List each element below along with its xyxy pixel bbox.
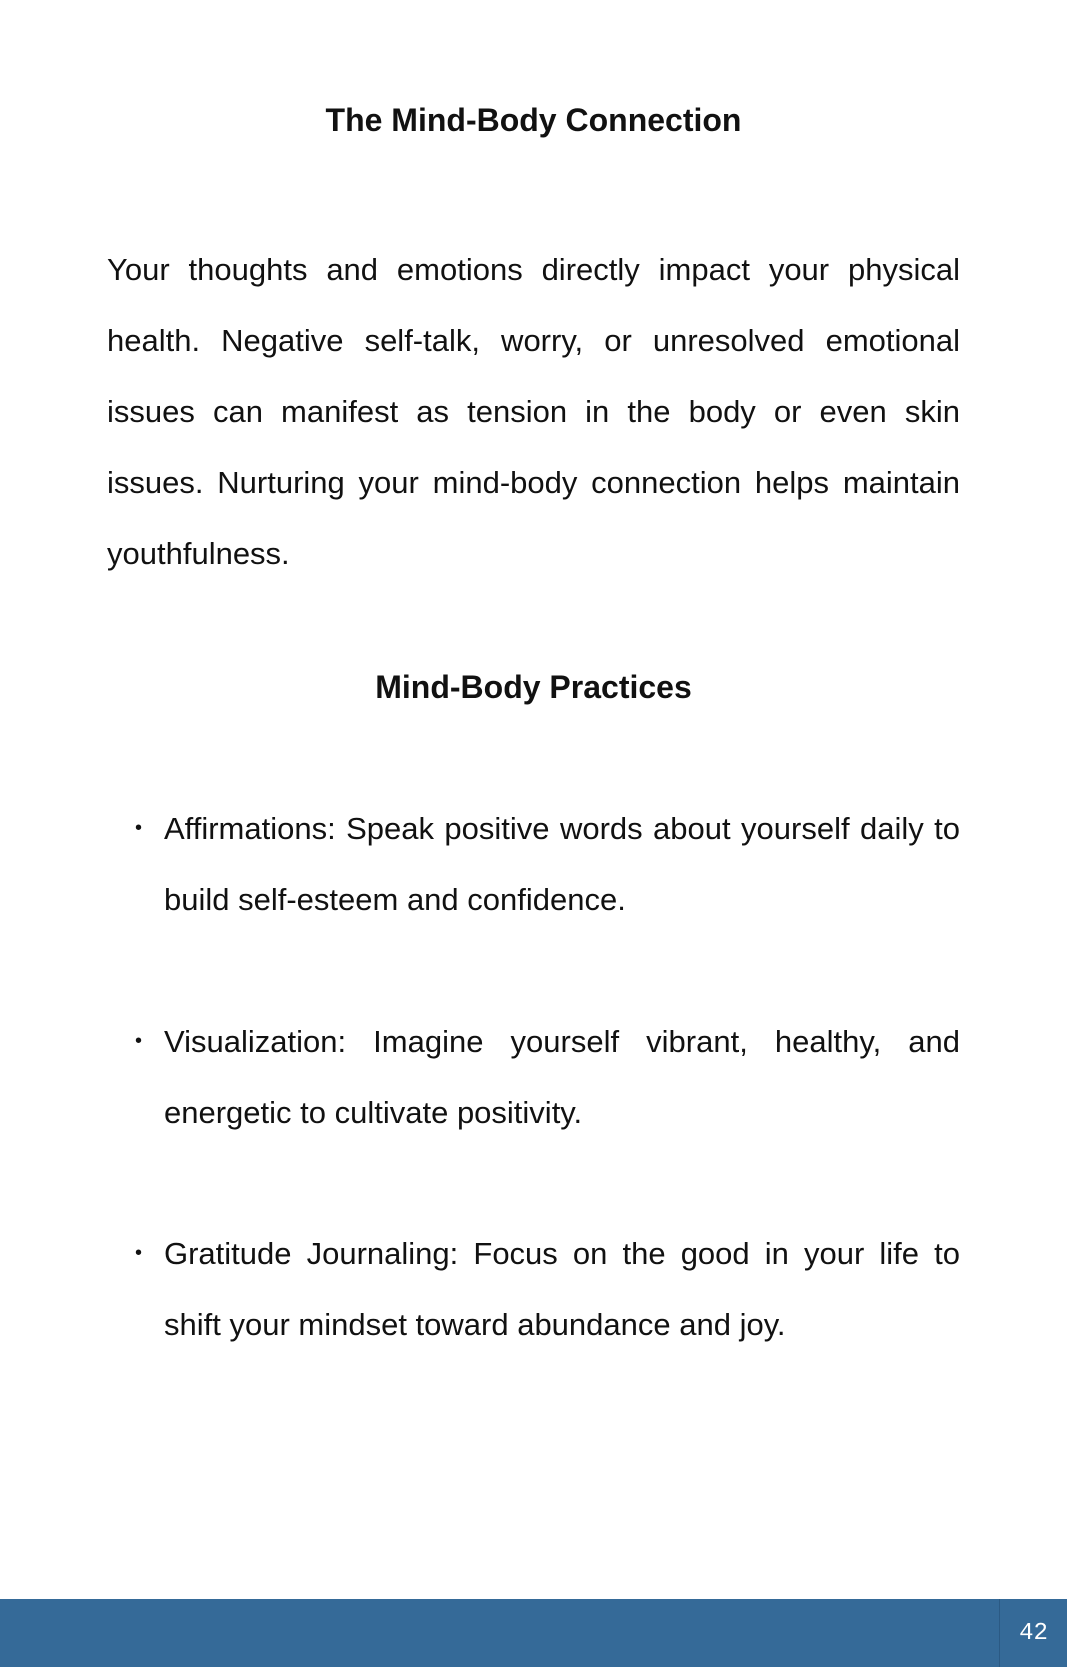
footer-bar — [0, 1599, 1067, 1667]
intro-paragraph: Your thoughts and emotions directly impact your physical health. Negative self-talk, worry, or unresolved emotional issues can manifest as tension in the body or even skin issues. Nurturing your mind-body connection helps maintain youthfulness. — [107, 252, 960, 571]
section-heading: Mind-Body Practices — [375, 669, 692, 705]
list-item-text: Affirmations: Speak positive words about yourself daily to build self-esteem and confidence. — [164, 811, 960, 917]
page-title: The Mind-Body Connection — [325, 102, 742, 138]
bullet-icon: • — [135, 1030, 143, 1052]
list-item-text: Gratitude Journaling: Focus on the good in your life to shift your mindset toward abundance and joy. — [164, 1236, 960, 1342]
bullet-icon: • — [135, 1242, 143, 1264]
list-item-text: Visualization: Imagine yourself vibrant, healthy, and energetic to cultivate positivity. — [164, 1024, 960, 1130]
page-number: 42 — [1019, 1619, 1048, 1647]
page-number-box — [999, 1599, 1067, 1667]
bullet-icon: • — [135, 817, 143, 839]
